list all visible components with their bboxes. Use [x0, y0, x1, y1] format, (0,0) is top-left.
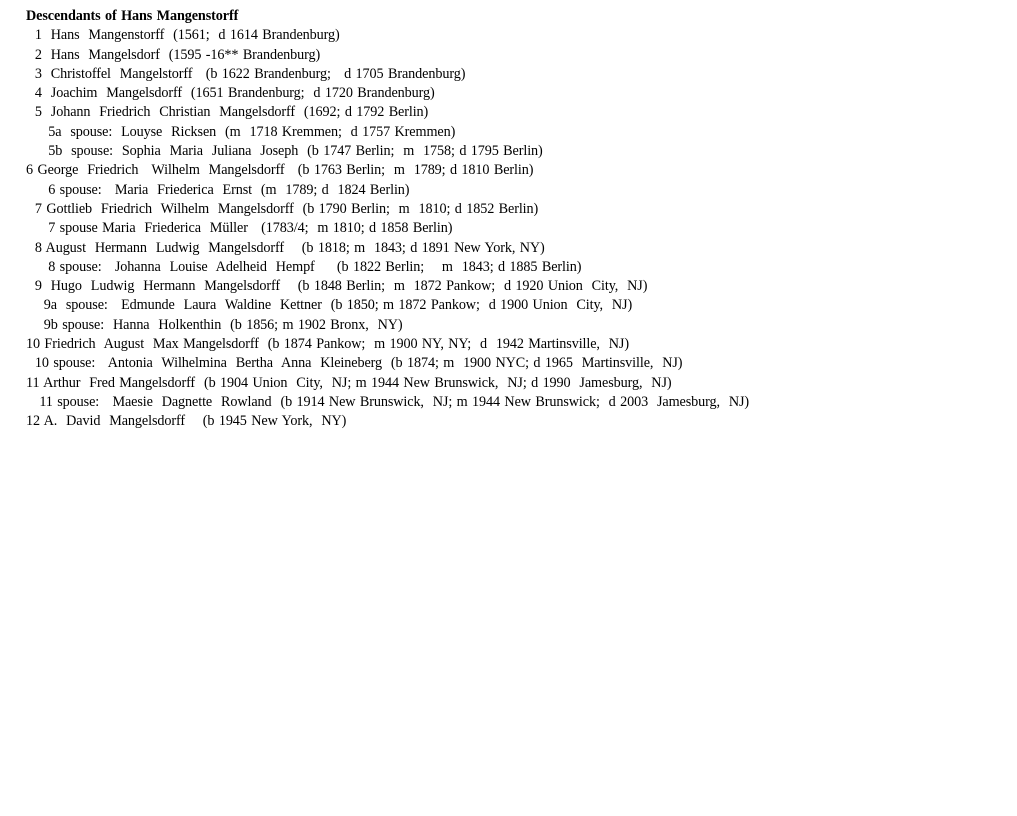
entry-line: 10 spouse: Antonia Wilhelmina Bertha Anna Kleineberg (b 1874; m 1900 NYC; d 1965 Martinsville, NJ) — [26, 355, 683, 372]
entry-line: 7 Gottlieb Friedrich Wilhelm Mangelsdorff (b 1790 Berlin; m 1810; d 1852 Berlin) — [26, 200, 539, 217]
entry-line: 12 A. David Mangelsdorff (b 1945 New York, NY) — [26, 413, 347, 430]
entry-line: 4 Joachim Mangelsdorff (1651 Brandenburg; d 1720 Brandenburg) — [26, 85, 435, 102]
entry-line: 9a spouse: Edmunde Laura Waldine Kettner (b 1850; m 1872 Pankow; d 1900 Union City, NJ) — [26, 297, 633, 314]
entry-line: 1 Hans Mangenstorff (1561; d 1614 Brandenburg) — [26, 27, 340, 44]
document-title: Descendants of Hans Mangenstorff — [26, 8, 239, 24]
genealogy-document — [26, 7, 749, 432]
entry-line: 11 Arthur Fred Mangelsdorff (b 1904 Union City, NJ; m 1944 New Brunswick, NJ; d 1990 Jamesburg, NJ) — [26, 374, 672, 391]
entry-line: 8 spouse: Johanna Louise Adelheid Hempf (b 1822 Berlin; m 1843; d 1885 Berlin) — [26, 258, 582, 275]
entry-line: 5a spouse: Louyse Ricksen (m 1718 Kremmen; d 1757 Kremmen) — [26, 123, 456, 140]
entry-line: 10 Friedrich August Max Mangelsdorff (b 1874 Pankow; m 1900 NY, NY; d 1942 Martinsville, NJ) — [26, 336, 629, 353]
entry-line: 11 spouse: Maesie Dagnette Rowland (b 1914 New Brunswick, NJ; m 1944 New Brunswick; d 2003 Jamesburg, NJ) — [26, 393, 750, 410]
entry-line: 9b spouse: Hanna Holkenthin (b 1856; m 1902 Bronx, NY) — [26, 316, 403, 333]
entry-line: 9 Hugo Ludwig Hermann Mangelsdorff (b 1848 Berlin; m 1872 Pankow; d 1920 Union City, NJ) — [26, 278, 648, 295]
entry-line: 6 George Friedrich Wilhelm Mangelsdorff (b 1763 Berlin; m 1789; d 1810 Berlin) — [26, 162, 534, 179]
entry-line: 7 spouse Maria Friederica Müller (1783/4; m 1810; d 1858 Berlin) — [26, 220, 453, 237]
entry-line: 5 Johann Friedrich Christian Mangelsdorff (1692; d 1792 Berlin) — [26, 104, 429, 121]
entry-line: 2 Hans Mangelsdorf (1595 -16** Brandenburg) — [26, 46, 321, 63]
entry-line: 8 August Hermann Ludwig Mangelsdorff (b 1818; m 1843; d 1891 New York, NY) — [26, 239, 545, 256]
entry-line: 5b spouse: Sophia Maria Juliana Joseph (b 1747 Berlin; m 1758; d 1795 Berlin) — [26, 143, 543, 160]
entry-line: 6 spouse: Maria Friederica Ernst (m 1789; d 1824 Berlin) — [26, 181, 410, 198]
entry-line: 3 Christoffel Mangelstorff (b 1622 Brandenburg; d 1705 Brandenburg) — [26, 65, 466, 82]
